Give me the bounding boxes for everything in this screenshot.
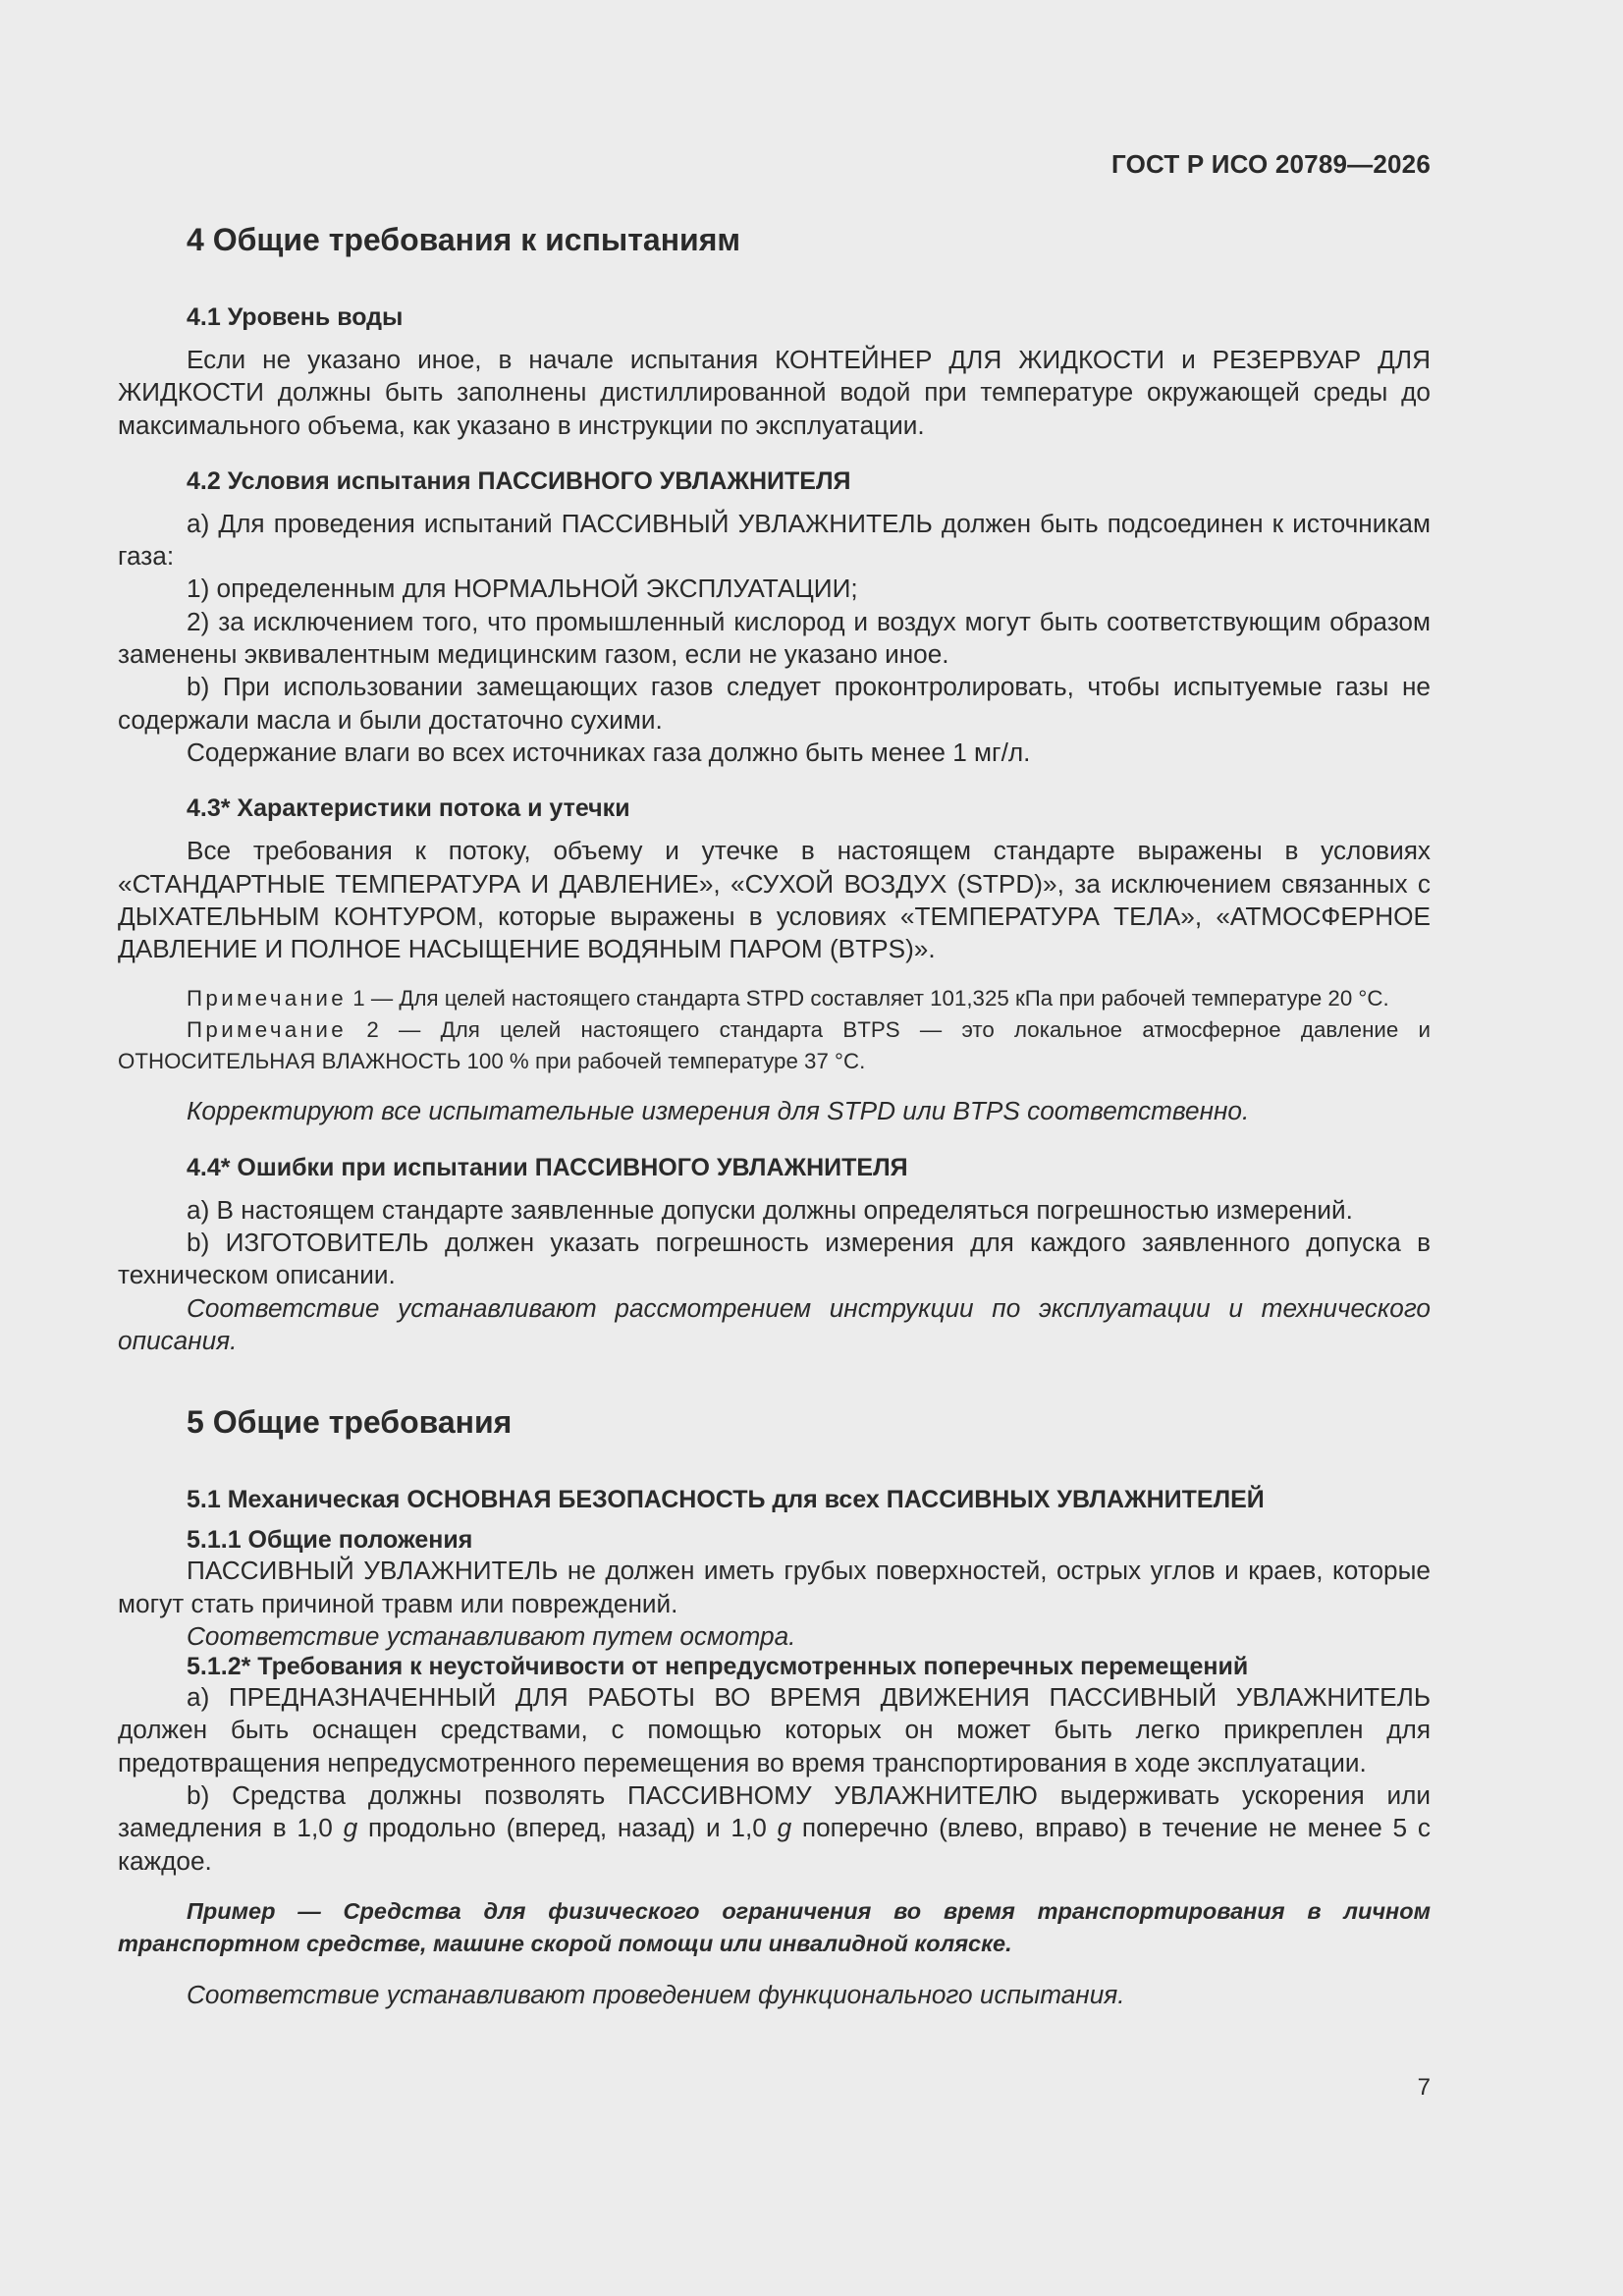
- section-5-1-1-compliance: Соответствие устанавливают путем осмотра.: [187, 1620, 796, 1651]
- item-b-text-3: поперечно (влево, вправо) в течение не менее 5 с каждое.: [118, 1813, 1431, 1876]
- note-2: [118, 1014, 1431, 1077]
- section-4-2-item-b: b) При использовании замещающих газов следует проконтролировать, чтобы испытуемые газы не содержали масла и были достаточно сухими.: [118, 672, 1431, 735]
- section-5-1-2-compliance: Соответствие устанавливают проведением функционального испытания.: [187, 1979, 1125, 2009]
- example-text: Пример — Средства для физического ограничения во время транспортирования в личном транспортном средстве, машине скорой помощи или инвалидной коляске.: [118, 1897, 1431, 1957]
- section-4-2-item-a1: 1) определенным для НОРМАЛЬНОЙ ЭКСПЛУАТАЦИИ;: [187, 574, 858, 604]
- g-symbol: g: [343, 1813, 358, 1843]
- section-4-4-item-a: a) В настоящем стандарте заявленные допуски должны определяться погрешностью измерений.: [187, 1194, 1353, 1225]
- section-4-2-paragraph: Содержание влаги во всех источниках газа должно быть менее 1 мг/л.: [187, 737, 1031, 767]
- note-label: Примечание: [187, 1017, 348, 1043]
- page-number: 7: [1417, 2074, 1431, 2101]
- document-body: [118, 222, 1431, 2011]
- note-1-text: 1 — Для целей настоящего стандарта STPD составляет 101,325 кПа при рабочей температуре 20 °С.: [347, 986, 1389, 1011]
- section-5-1-title: 5.1 Механическая ОСНОВНАЯ БЕЗОПАСНОСТЬ для всех ПАССИВНЫХ УВЛАЖНИТЕЛЕЙ: [187, 1486, 1265, 1514]
- section-4-4-compliance: Соответствие устанавливают рассмотрением инструкции по эксплуатации и технического описания.: [118, 1292, 1431, 1355]
- section-4-3-paragraph: Все требования к потоку, объему и утечке в настоящем стандарте выражены в условиях «СТАНДАРТНЫЕ ТЕМПЕРАТУРА И ДАВЛЕНИЕ», «СУХОЙ ВОЗДУХ (STPD)», за исключением связанных с ДЫХАТЕЛЬНЫМ КОНТУРОМ, которые выражены в условиях «ТЕМПЕРАТУРА ТЕЛА», «АТМОСФЕРНОЕ ДАВЛЕНИЕ И ПОЛНОЕ НАСЫЩЕНИЕ ВОДЯНЫМ ПАРОМ (BTPS)».: [118, 836, 1431, 964]
- note-1: [118, 983, 1431, 1014]
- section-5-1-2-item-b: [118, 1779, 1431, 1878]
- section-4-2-item-a2: 2) за исключением того, что промышленный кислород и воздух могут быть соответствующим образом заменены эквивалентным медицинским газом, если не указано иное.: [118, 606, 1431, 670]
- section-5-title: 5 Общие требования: [187, 1404, 513, 1441]
- section-4-1-title: 4.1 Уровень воды: [187, 303, 404, 331]
- note-2-text: 2 — Для целей настоящего стандарта BTPS — это локальное атмосферное давление и ОТНОСИТЕЛЬНАЯ ВЛАЖНОСТЬ 100 % при рабочей температуре 37 °С.: [118, 1017, 1431, 1074]
- g-symbol: g: [777, 1813, 792, 1843]
- section-4-1-paragraph: Если не указано иное, в начале испытания КОНТЕЙНЕР ДЛЯ ЖИДКОСТИ и РЕЗЕРВУАР ДЛЯ ЖИДКОСТИ должны быть заполнены дистиллированной водой при температуре окружающей среды до максимального объема, как указано в инструкции по эксплуатации.: [118, 345, 1431, 440]
- note-label: Примечание: [187, 986, 348, 1011]
- section-5-1-1-paragraph: ПАССИВНЫЙ УВЛАЖНИТЕЛЬ не должен иметь грубых поверхностей, острых углов и краев, которые могут стать причиной травм или повреждений.: [118, 1556, 1431, 1618]
- section-5-1-1-title: 5.1.1 Общие положения: [187, 1526, 473, 1555]
- section-4-3-title: 4.3* Характеристики потока и утечки: [187, 794, 630, 823]
- item-b-text-2: продольно (вперед, назад) и 1,0: [357, 1813, 778, 1843]
- section-4-4-item-b: b) ИЗГОТОВИТЕЛЬ должен указать погрешность измерения для каждого заявленного допуска в техническом описании.: [118, 1228, 1431, 1290]
- item-b-text-1: b) Средства должны позволять ПАССИВНОМУ УВЛАЖНИТЕЛЮ выдерживать ускорения или замедления в 1,0: [118, 1780, 1431, 1843]
- section-4-3-compliance: Корректируют все испытательные измерения для STPD или BTPS соответственно.: [187, 1096, 1250, 1126]
- section-4-2-title: 4.2 Условия испытания ПАССИВНОГО УВЛАЖНИТЕЛЯ: [187, 466, 851, 495]
- document-header: ГОСТ Р ИСО 20789—2026: [1110, 149, 1431, 179]
- section-4-4-title: 4.4* Ошибки при испытании ПАССИВНОГО УВЛАЖНИТЕЛЯ: [187, 1153, 908, 1181]
- section-5-1-2-title: 5.1.2* Требования к неустойчивости от непредусмотренных поперечных перемещений: [187, 1653, 1249, 1681]
- section-5-1-2-item-a: a) ПРЕДНАЗНАЧЕННЫЙ ДЛЯ РАБОТЫ ВО ВРЕМЯ ДВИЖЕНИЯ ПАССИВНЫЙ УВЛАЖНИТЕЛЬ должен быть оснащен средствами, с помощью которых он может быть легко прикреплен для предотвращения непредусмотренного перемещения во время транспортирования в ходе эксплуатации.: [118, 1682, 1431, 1777]
- section-4-2-item-a: a) Для проведения испытаний ПАССИВНЫЙ УВЛАЖНИТЕЛЬ должен быть подсоединен к источникам газа:: [118, 508, 1431, 572]
- section-4-title: 4 Общие требования к испытаниям: [187, 222, 741, 257]
